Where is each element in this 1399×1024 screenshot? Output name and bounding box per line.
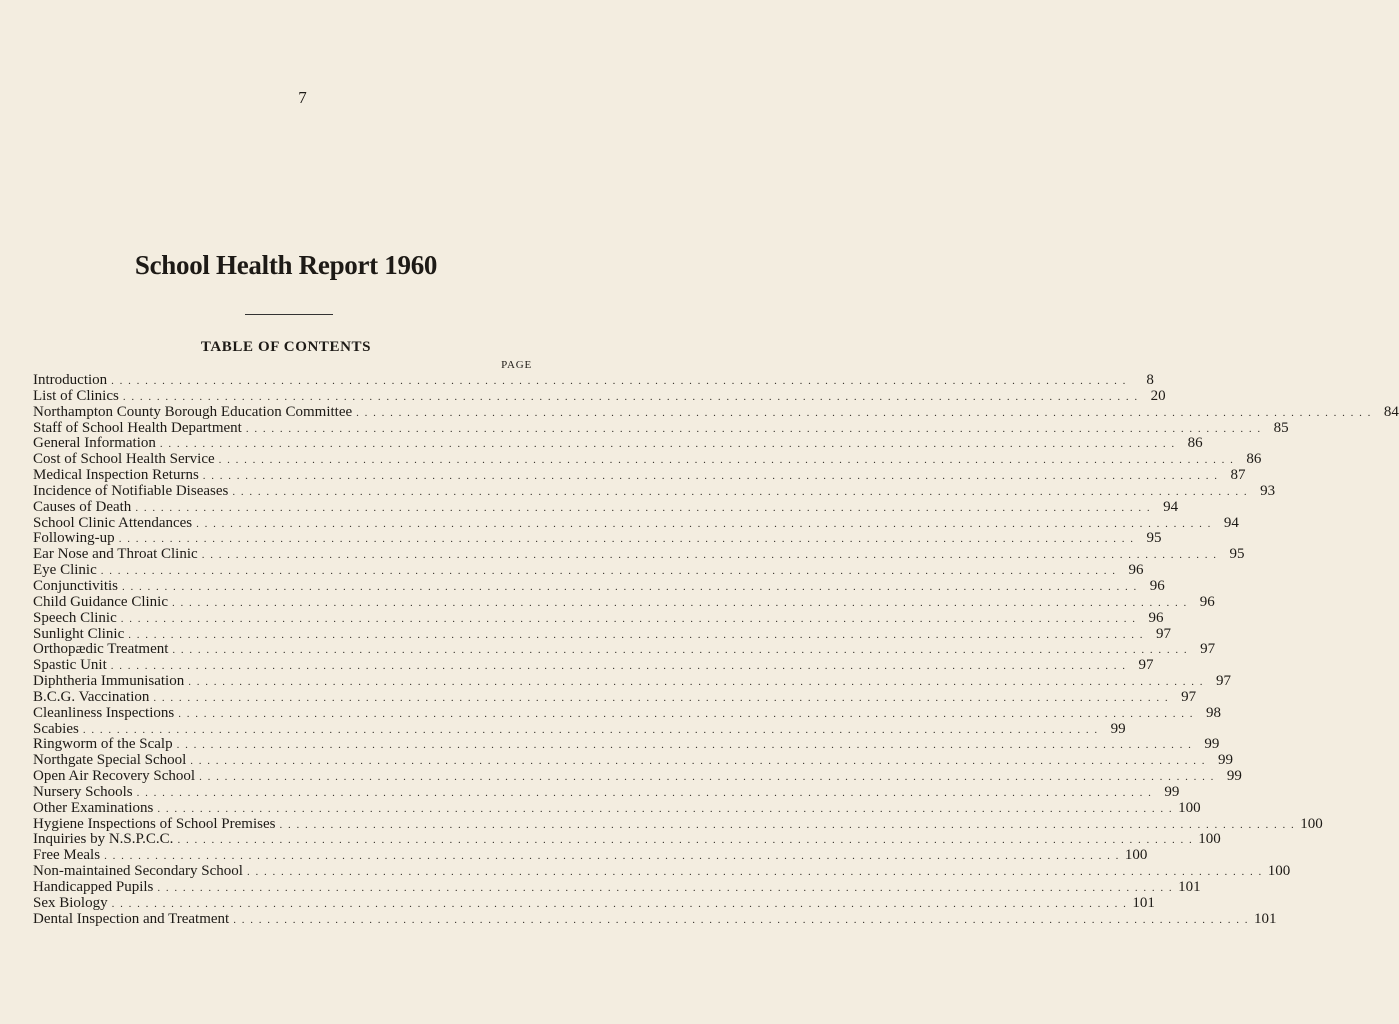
dot-leader: . . . . . . . . . . . . . . . . . . . . . . . . . . . . . . . . . . . . . . . . . . . . . . . . . . . . . . . . . . . . . . . . . . . . . . . . . . . . . . . . . . . . . . . . . . . . . . . . . . . . . . . . . . . . . . . . . . . . . . . . xyxy=(233,913,1249,926)
toc-entry-page: 93 xyxy=(1260,482,1276,499)
dot-leader: . . . . . . . . . . . . . . . . . . . . . . . . . . . . . . . . . . . . . . . . . . . . . . . . . . . . . . . . . . . . . . . . . . . . . . . . . . . . . . . . . . . . . . . . . . . . . . . . . . . . . . . . . . . . . . . . . . . . . . . . xyxy=(171,596,1188,609)
toc-entry-page: 99 xyxy=(1110,720,1126,737)
toc-entry-label: Eye Clinic xyxy=(33,562,97,579)
toc-entry xyxy=(33,688,1197,706)
dot-leader: . . . . . . . . . . . . . . . . . . . . . . . . . . . . . . . . . . . . . . . . . . . . . . . . . . . . . . . . . . . . . . . . . . . . . . . . . . . . . . . . . . . . . . . . . . . . . . . . . . . . . . . . . . . . . . . . . . . . . . . . xyxy=(356,406,1372,419)
dot-leader: . . . . . . . . . . . . . . . . . . . . . . . . . . . . . . . . . . . . . . . . . . . . . . . . . . . . . . . . . . . . . . . . . . . . . . . . . . . . . . . . . . . . . . . . . . . . . . . . . . . . . . . . . . . . . . . . . . . . . . . . xyxy=(172,644,1189,657)
toc-entry-page: 96 xyxy=(1149,577,1165,594)
dot-leader: . . . . . . . . . . . . . . . . . . . . . . . . . . . . . . . . . . . . . . . . . . . . . . . . . . . . . . . . . . . . . . . . . . . . . . . . . . . . . . . . . . . . . . . . . . . . . . . . . . . . . . . . . . . . . . . . . . . . . . . . xyxy=(120,612,1137,625)
toc-entry xyxy=(33,799,1201,817)
toc-entry-page: 87 xyxy=(1230,467,1246,484)
dot-leader: . . . . . . . . . . . . . . . . . . . . . . . . . . . . . . . . . . . . . . . . . . . . . . . . . . . . . . . . . . . . . . . . . . . . . . . . . . . . . . . . . . . . . . . . . . . . . . . . . . . . . . . . . . . . . . . . . . . . . . . . xyxy=(202,470,1219,483)
dot-leader: . . . . . . . . . . . . . . . . . . . . . . . . . . . . . . . . . . . . . . . . . . . . . . . . . . . . . . . . . . . . . . . . . . . . . . . . . . . . . . . . . . . . . . . . . . . . . . . . . . . . . . . . . . . . . . . . . . . . . . . . xyxy=(218,454,1235,467)
toc-entry-page: 94 xyxy=(1163,498,1179,515)
toc-entry-label: Dental Inspection and Treatment xyxy=(33,910,230,927)
toc-entry-label: Ear Nose and Throat Clinic xyxy=(33,546,198,563)
dot-leader: . . . . . . . . . . . . . . . . . . . . . . . . . . . . . . . . . . . . . . . . . . . . . . . . . . . . . . . . . . . . . . . . . . . . . . . . . . . . . . . . . . . . . . . . . . . . . . . . . . . . . . . . . . . . . . . . . . . . . . . . xyxy=(177,834,1194,847)
toc-entry-label: Conjunctivitis xyxy=(33,577,119,594)
toc-entry-label: Other Examinations xyxy=(33,799,154,816)
toc-entry xyxy=(33,467,1246,484)
toc-entry-page: 100 xyxy=(1300,815,1323,832)
toc-entry-page: 100 xyxy=(1198,831,1221,848)
toc-entry-page: 97 xyxy=(1138,657,1154,674)
toc-entry-page: 97 xyxy=(1215,673,1231,690)
title-divider xyxy=(245,314,333,315)
toc-entry xyxy=(33,815,1323,833)
toc-entry-page: 101 xyxy=(1178,879,1201,895)
toc-entry-page: 97 xyxy=(1181,688,1197,705)
toc-entry xyxy=(33,514,1239,532)
toc-entry xyxy=(33,609,1164,627)
toc-entry-page: 94 xyxy=(1223,514,1239,531)
toc-entry xyxy=(33,435,1203,452)
toc-entry-label: Cleanliness Inspections xyxy=(33,704,175,721)
toc-entry xyxy=(33,546,1245,563)
toc-entry-page: 96 xyxy=(1148,609,1164,626)
toc-entry-page: 101 xyxy=(1253,910,1277,927)
toc-entry-label: Staff of School Health Department xyxy=(33,419,242,436)
toc-entry-page: 97 xyxy=(1200,641,1216,658)
toc-entry xyxy=(33,530,1162,547)
dot-leader: . . . . . . . . . . . . . . . . . . . . . . . . . . . . . . . . . . . . . . . . . . . . . . . . . . . . . . . . . . . . . . . . . . . . . . . . . . . . . . . . . . . . . . . . . . . . . . . . . . . . . . . . . . . . . . . . . . . . . . . . xyxy=(246,866,1263,879)
toc-entry-page: 100 xyxy=(1124,847,1148,864)
dot-leader: . . . . . . . . . . . . . . . . . . . . . . . . . . . . . . . . . . . . . . . . . . . . . . . . . . . . . . . . . . . . . . . . . . . . . . . . . . . . . . . . . . . . . . . . . . . . . . . . . . . . . . . . . . . . . . . . . . . . . . . . xyxy=(135,501,1152,514)
toc-entry-page: 95 xyxy=(1229,546,1245,563)
dot-leader: . . . . . . . . . . . . . . . . . . . . . . . . . . . . . . . . . . . . . . . . . . . . . . . . . . . . . . . . . . . . . . . . . . . . . . . . . . . . . . . . . . . . . . . . . . . . . . . . . . . . . . . . . . . . . . . . . . . . . . . . xyxy=(111,897,1128,910)
dot-leader: . . . . . . . . . . . . . . . . . . . . . . . . . . . . . . . . . . . . . . . . . . . . . . . . . . . . . . . . . . . . . . . . . . . . . . . . . . . . . . . . . . . . . . . . . . . . . . . . . . . . . . . . . . . . . . . . . . . . . . . . xyxy=(188,676,1204,689)
toc-entry-page: 101 xyxy=(1132,894,1155,911)
toc-entry xyxy=(33,387,1166,405)
toc-entry-page: 99 xyxy=(1226,768,1242,785)
toc-entry xyxy=(33,498,1179,516)
toc-entry-page: 96 xyxy=(1128,562,1144,579)
toc-entry-page: 85 xyxy=(1273,419,1289,436)
dot-leader: . . . . . . . . . . . . . . . . . . . . . . . . . . . . . . . . . . . . . . . . . . . . . . . . . . . . . . . . . . . . . . . . . . . . . . . . . . . . . . . . . . . . . . . . . . . . . . . . . . . . . . . . . . . . . . . . . . . . . . . . xyxy=(128,628,1145,641)
toc-entry-label: Handicapped Pupils xyxy=(33,879,154,895)
toc-entry-page: 99 xyxy=(1164,783,1180,800)
dot-leader: . . . . . . . . . . . . . . . . . . . . . . . . . . . . . . . . . . . . . . . . . . . . . . . . . . . . . . . . . . . . . . . . . . . . . . . . . . . . . . . . . . . . . . . . . . . . . . . . . . . . . . . . . . . . . . . . . . . . . . . . xyxy=(199,771,1215,784)
toc-entry xyxy=(33,752,1234,769)
toc-entry-label: Free Meals xyxy=(33,847,101,864)
toc-entry-label: Causes of Death xyxy=(33,498,132,515)
toc-entry xyxy=(33,863,1291,880)
toc-entry-page: 20 xyxy=(1150,387,1166,404)
toc-entry-label: Northampton County Borough Education Committee xyxy=(33,403,353,420)
toc-entry-label: School Clinic Attendances xyxy=(33,514,193,531)
toc-entry-label: Sex Biology xyxy=(33,894,108,911)
toc-entry-label: Incidence of Notifiable Diseases xyxy=(33,482,229,499)
toc-entry-label: Nursery Schools xyxy=(33,783,133,800)
toc-entry xyxy=(33,419,1289,437)
toc-entry-page: 100 xyxy=(1267,863,1291,880)
dot-leader: . . . . . . . . . . . . . . . . . . . . . . . . . . . . . . . . . . . . . . . . . . . . . . . . . . . . . . . . . . . . . . . . . . . . . . . . . . . . . . . . . . . . . . . . . . . . . . . . . . . . . . . . . . . . . . . . . . . . . . . . xyxy=(279,818,1296,831)
toc-entry-page: 99 xyxy=(1204,736,1220,753)
toc-entry-label: Diphtheria Immunisation xyxy=(33,673,185,690)
toc-entry-page: 100 xyxy=(1178,799,1201,816)
toc-entry-page: 95 xyxy=(1146,530,1162,547)
dot-leader: . . . . . . . . . . . . . . . . . . . . . . . . . . . . . . . . . . . . . . . . . . . . . . . . . . . . . . . . . . . . . . . . . . . . . . . . . . . . . . . . . . . . . . . . . . . . . . . . . . . . . . . . . . . . . . . . . . . . . . . . xyxy=(118,533,1135,546)
toc-entry xyxy=(33,783,1180,801)
dot-leader: . . . . . . . . . . . . . . . . . . . . . . . . . . . . . . . . . . . . . . . . . . . . . . . . . . . . . . . . . . . . . . . . . . . . . . . . . . . . . . . . . . . . . . . . . . . . . . . . . . . . . . . . . . . . . . . . . . . . . . . . xyxy=(159,438,1176,451)
dot-leader: . . . . . . . . . . . . . . . . . . . . . . . . . . . . . . . . . . . . . . . . . . . . . . . . . . . . . . . . . . . . . . . . . . . . . . . . . . . . . . . . . . . . . . . . . . . . . . . . . . . . . . . . . . . . . . . . . . . . . . . . xyxy=(136,786,1153,799)
toc-entry xyxy=(33,704,1221,722)
dot-leader: . . . . . . . . . . . . . . . . . . . . . . . . . . . . . . . . . . . . . . . . . . . . . . . . . . . . . . . . . . . . . . . . . . . . . . . . . . . . . . . . . . . . . . . . . . . . . . . . . . . . . . . . . . . . . . . . . . . . . . . . xyxy=(176,739,1193,752)
toc-entry xyxy=(33,831,1221,848)
dot-leader: . . . . . . . . . . . . . . . . . . . . . . . . . . . . . . . . . . . . . . . . . . . . . . . . . . . . . . . . . . . . . . . . . . . . . . . . . . . . . . . . . . . . . . . . . . . . . . . . . . . . . . . . . . . . . . . . . . . . . . . . xyxy=(100,565,1117,578)
toc-entry xyxy=(33,451,1262,468)
toc-entry-page: 86 xyxy=(1187,435,1203,452)
toc-entry-label: Introduction xyxy=(33,372,108,388)
dot-leader: . . . . . . . . . . . . . . . . . . . . . . . . . . . . . . . . . . . . . . . . . . . . . . . . . . . . . . . . . . . . . . . . . . . . . . . . . . . . . . . . . . . . . . . . . . . . . . . . . . . . . . . . . . . . . . . . . . . . . . . . xyxy=(110,660,1127,673)
contents-heading: TABLE OF CONTENTS xyxy=(200,339,372,355)
toc-entry-label: Open Air Recovery School xyxy=(33,768,196,785)
toc-entry-page: 98 xyxy=(1205,704,1221,721)
toc-entry-page: 84 xyxy=(1383,403,1399,420)
toc-entry-label: Scabies xyxy=(33,720,79,737)
toc-entry-label: General Information xyxy=(33,435,156,452)
toc-entry-label: Non-maintained Secondary School xyxy=(33,863,243,880)
toc-entry-label: Ringworm of the Scalp xyxy=(33,736,173,753)
dot-leader: . . . . . . . . . . . . . . . . . . . . . . . . . . . . . . . . . . . . . . . . . . . . . . . . . . . . . . . . . . . . . . . . . . . . . . . . . . . . . . . . . . . . . . . . . . . . . . . . . . . . . . . . . . . . . . . . . . . . . . . . xyxy=(111,375,1127,387)
toc-entry xyxy=(33,625,1172,643)
dot-leader: . . . . . . . . . . . . . . . . . . . . . . . . . . . . . . . . . . . . . . . . . . . . . . . . . . . . . . . . . . . . . . . . . . . . . . . . . . . . . . . . . . . . . . . . . . . . . . . . . . . . . . . . . . . . . . . . . . . . . . . . xyxy=(232,485,1249,498)
dot-leader: . . . . . . . . . . . . . . . . . . . . . . . . . . . . . . . . . . . . . . . . . . . . . . . . . . . . . . . . . . . . . . . . . . . . . . . . . . . . . . . . . . . . . . . . . . . . . . . . . . . . . . . . . . . . . . . . . . . . . . . . xyxy=(157,802,1174,815)
toc-entry-label: List of Clinics xyxy=(33,387,119,404)
table-of-contents xyxy=(33,372,1399,928)
dot-leader: . . . . . . . . . . . . . . . . . . . . . . . . . . . . . . . . . . . . . . . . . . . . . . . . . . . . . . . . . . . . . . . . . . . . . . . . . . . . . . . . . . . . . . . . . . . . . . . . . . . . . . . . . . . . . . . . . . . . . . . . xyxy=(201,549,1218,562)
dot-leader: . . . . . . . . . . . . . . . . . . . . . . . . . . . . . . . . . . . . . . . . . . . . . . . . . . . . . . . . . . . . . . . . . . . . . . . . . . . . . . . . . . . . . . . . . . . . . . . . . . . . . . . . . . . . . . . . . . . . . . . . xyxy=(122,390,1139,403)
toc-entry xyxy=(33,657,1154,674)
toc-entry-page: 99 xyxy=(1218,752,1234,769)
dot-leader: . . . . . . . . . . . . . . . . . . . . . . . . . . . . . . . . . . . . . . . . . . . . . . . . . . . . . . . . . . . . . . . . . . . . . . . . . . . . . . . . . . . . . . . . . . . . . . . . . . . . . . . . . . . . . . . . . . . . . . . . xyxy=(104,850,1120,863)
toc-entry-label: Inquiries by N.S.P.C.C. xyxy=(33,831,174,848)
toc-entry xyxy=(33,910,1277,928)
toc-entry xyxy=(33,593,1215,611)
toc-entry-label: Following-up xyxy=(33,530,115,547)
toc-entry xyxy=(33,894,1155,912)
dot-leader: . . . . . . . . . . . . . . . . . . . . . . . . . . . . . . . . . . . . . . . . . . . . . . . . . . . . . . . . . . . . . . . . . . . . . . . . . . . . . . . . . . . . . . . . . . . . . . . . . . . . . . . . . . . . . . . . . . . . . . . . xyxy=(157,882,1174,894)
toc-entry-page: 8 xyxy=(1146,372,1154,388)
toc-entry-label: Cost of School Health Service xyxy=(33,451,215,468)
dot-leader: . . . . . . . . . . . . . . . . . . . . . . . . . . . . . . . . . . . . . . . . . . . . . . . . . . . . . . . . . . . . . . . . . . . . . . . . . . . . . . . . . . . . . . . . . . . . . . . . . . . . . . . . . . . . . . . . . . . . . . . . xyxy=(190,755,1207,768)
toc-entry-page: 96 xyxy=(1199,593,1215,610)
dot-leader: . . . . . . . . . . . . . . . . . . . . . . . . . . . . . . . . . . . . . . . . . . . . . . . . . . . . . . . . . . . . . . . . . . . . . . . . . . . . . . . . . . . . . . . . . . . . . . . . . . . . . . . . . . . . . . . . . . . . . . . . xyxy=(178,707,1194,720)
toc-entry-label: Speech Clinic xyxy=(33,609,117,626)
dot-leader: . . . . . . . . . . . . . . . . . . . . . . . . . . . . . . . . . . . . . . . . . . . . . . . . . . . . . . . . . . . . . . . . . . . . . . . . . . . . . . . . . . . . . . . . . . . . . . . . . . . . . . . . . . . . . . . . . . . . . . . . xyxy=(153,691,1170,704)
dot-leader: . . . . . . . . . . . . . . . . . . . . . . . . . . . . . . . . . . . . . . . . . . . . . . . . . . . . . . . . . . . . . . . . . . . . . . . . . . . . . . . . . . . . . . . . . . . . . . . . . . . . . . . . . . . . . . . . . . . . . . . . xyxy=(122,580,1138,593)
toc-entry xyxy=(33,562,1144,579)
toc-entry-label: Medical Inspection Returns xyxy=(33,467,199,484)
toc-entry xyxy=(33,577,1165,595)
toc-entry xyxy=(33,673,1231,690)
page-number: 7 xyxy=(298,88,307,107)
toc-entry xyxy=(33,847,1148,864)
toc-entry xyxy=(33,879,1201,896)
toc-entry xyxy=(33,372,1154,389)
dot-leader: . . . . . . . . . . . . . . . . . . . . . . . . . . . . . . . . . . . . . . . . . . . . . . . . . . . . . . . . . . . . . . . . . . . . . . . . . . . . . . . . . . . . . . . . . . . . . . . . . . . . . . . . . . . . . . . . . . . . . . . . xyxy=(245,422,1262,435)
toc-entry-label: Orthopædic Treatment xyxy=(33,641,169,658)
dot-leader: . . . . . . . . . . . . . . . . . . . . . . . . . . . . . . . . . . . . . . . . . . . . . . . . . . . . . . . . . . . . . . . . . . . . . . . . . . . . . . . . . . . . . . . . . . . . . . . . . . . . . . . . . . . . . . . . . . . . . . . . xyxy=(82,723,1099,736)
toc-entry-label: Child Guidance Clinic xyxy=(33,593,168,610)
toc-entry-label: Spastic Unit xyxy=(33,657,107,674)
toc-entry xyxy=(33,736,1220,753)
toc-entry xyxy=(33,641,1216,658)
toc-entry xyxy=(33,403,1399,421)
toc-entry-label: Northgate Special School xyxy=(33,752,187,769)
toc-entry-label: B.C.G. Vaccination xyxy=(33,688,150,705)
page-column-label: PAGE xyxy=(501,359,532,371)
toc-entry-page: 86 xyxy=(1246,451,1262,468)
toc-entry xyxy=(33,720,1126,738)
toc-entry-label: Hygiene Inspections of School Premises xyxy=(33,815,276,832)
toc-entry xyxy=(33,768,1242,785)
report-title: School Health Report 1960 xyxy=(134,250,438,280)
toc-entry-label: Sunlight Clinic xyxy=(33,625,125,642)
toc-entry-page: 97 xyxy=(1156,625,1172,642)
toc-entry xyxy=(33,482,1276,500)
dot-leader: . . . . . . . . . . . . . . . . . . . . . . . . . . . . . . . . . . . . . . . . . . . . . . . . . . . . . . . . . . . . . . . . . . . . . . . . . . . . . . . . . . . . . . . . . . . . . . . . . . . . . . . . . . . . . . . . . . . . . . . . xyxy=(196,517,1212,530)
